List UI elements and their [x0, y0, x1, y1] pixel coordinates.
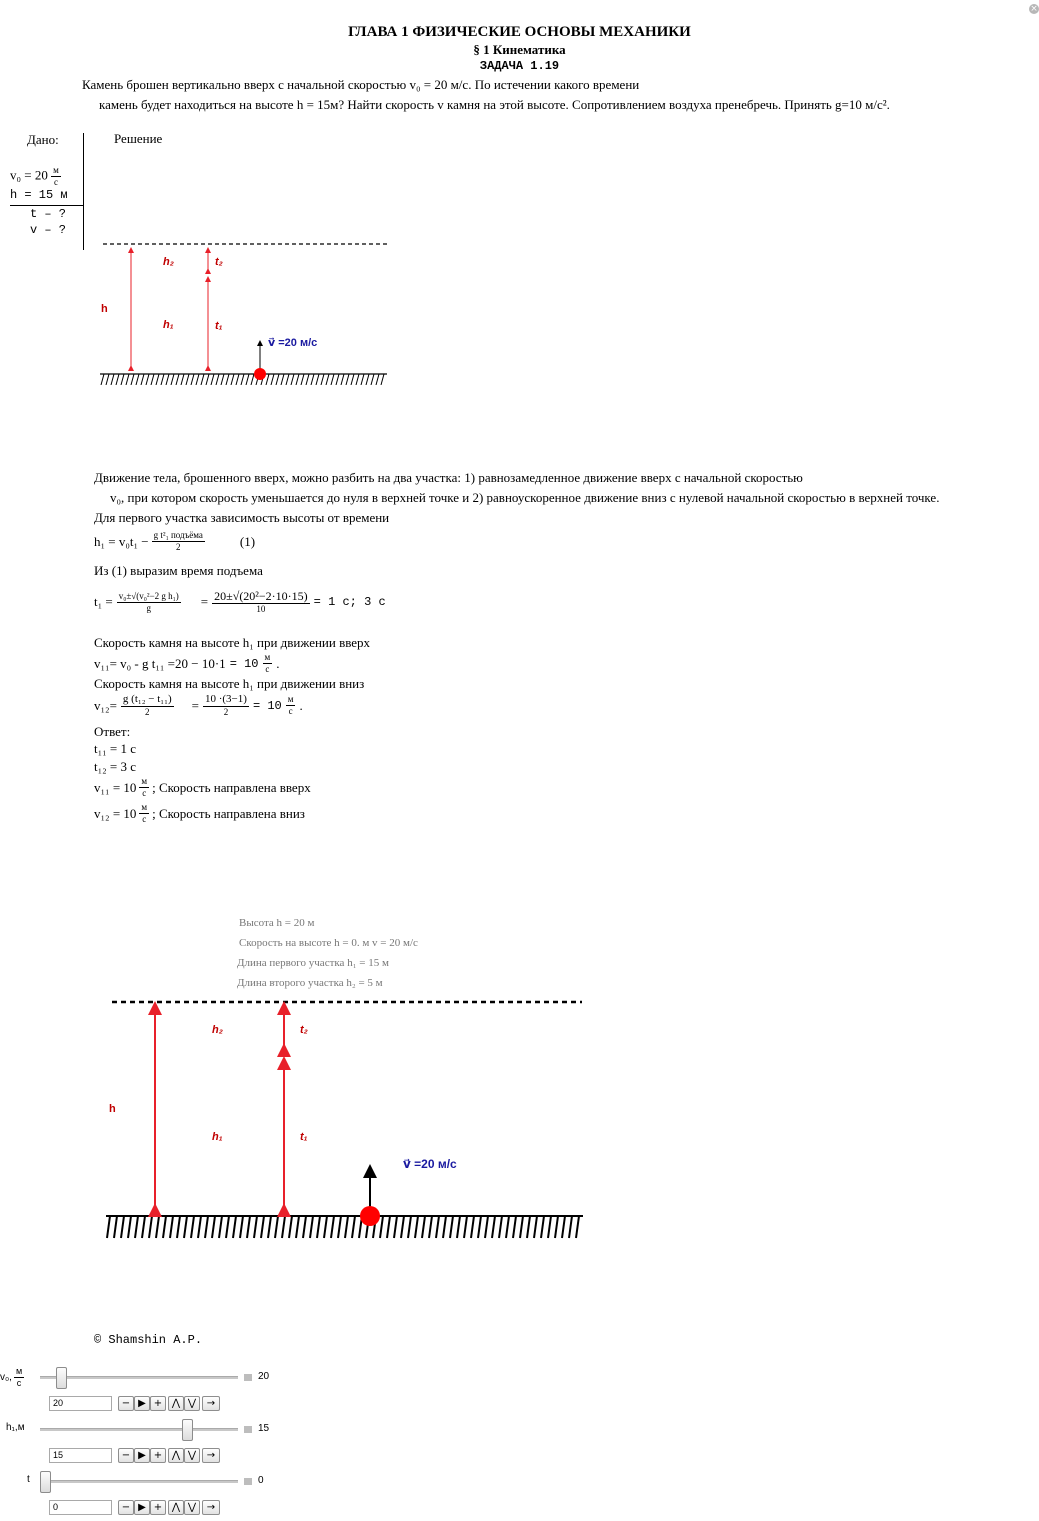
hatch-stroke	[576, 1216, 579, 1238]
diagram2-t1-label: t₁	[300, 1131, 308, 1143]
hatch-stroke	[450, 1216, 453, 1238]
given-v0-text: v₀ = 20	[10, 167, 48, 183]
unit-num: м	[15, 1366, 23, 1376]
hatch-stroke	[149, 1216, 152, 1238]
h1-expand-icon[interactable]	[244, 1426, 252, 1433]
hatch-stroke	[219, 1216, 222, 1238]
hatch-stroke	[212, 1216, 215, 1238]
hatch-stroke	[106, 374, 109, 385]
hatch-stroke	[326, 374, 329, 385]
given-h: h = 15 м	[10, 188, 68, 202]
info-velocity: Скорость на высоте h = 0. м v = 20 м/с	[239, 937, 418, 949]
v0-play-button[interactable]: ▶	[134, 1396, 150, 1411]
diagram1-t2-label: t₂	[215, 256, 223, 268]
unit-den: с	[142, 788, 147, 798]
problem-line-2: камень будет находиться на высоте h = 15м? Найти скорость v камня на этой высоте. Сопротивлением воздуха пренебречь. Принять g=10 м/с².	[99, 97, 890, 112]
hatch-stroke	[226, 1216, 229, 1238]
equation-1	[94, 531, 255, 552]
answer-v12-value: v₁₂ = 10	[94, 805, 137, 821]
hatch-stroke	[221, 374, 224, 385]
hatch-stroke	[177, 1216, 180, 1238]
diagram2-velocity-label: v⃗ =20 м/с	[403, 1157, 457, 1171]
unit-num: м	[287, 694, 294, 704]
given-t: t – ?	[30, 207, 67, 221]
hatch-stroke	[184, 1216, 187, 1238]
hatch-stroke	[275, 1216, 278, 1238]
eq4-period: .	[299, 697, 303, 713]
v0-slider[interactable]	[40, 1376, 238, 1379]
answer-v11-tail: ; Скорость направлена вверх	[152, 779, 311, 795]
hatch-stroke	[107, 1216, 110, 1238]
equation-4	[94, 694, 303, 717]
ground-hatching	[107, 1216, 579, 1238]
text-p3: Для первого участка зависимость высоты от времени	[94, 510, 390, 525]
hatch-stroke	[276, 374, 279, 385]
diagram1-t1-label: t₁	[215, 320, 223, 332]
v0-faster-button[interactable]: ⋀	[168, 1396, 184, 1411]
hatch-stroke	[331, 1216, 334, 1238]
hatch-stroke	[317, 1216, 320, 1238]
eq2-fraction-values	[212, 590, 310, 614]
copyright: © Shamshin A.P.	[94, 1333, 203, 1347]
h1-play-button[interactable]: ▶	[134, 1448, 150, 1463]
eq4-left: v₁₂=	[94, 697, 117, 713]
unit-den: с	[265, 664, 270, 674]
hatch-stroke	[266, 374, 269, 385]
answer-title: Ответ:	[94, 724, 131, 739]
t-slider-thumb[interactable]	[40, 1471, 51, 1493]
hatch-stroke	[206, 374, 209, 385]
eq2-fraction	[117, 592, 181, 613]
eq4-num-values: 10 ·(3−1)	[204, 693, 247, 705]
hatch-stroke	[151, 374, 154, 385]
v0-expand-icon[interactable]	[244, 1374, 252, 1381]
hatch-stroke	[291, 374, 294, 385]
eq2-result: = 1 с; 3 с	[313, 595, 386, 609]
given-divider	[83, 133, 84, 250]
t-direction-button[interactable]: →	[202, 1500, 220, 1515]
t-label: t	[27, 1474, 30, 1485]
close-icon[interactable]: ×	[1030, 4, 1038, 14]
hatch-stroke	[271, 374, 274, 385]
hatch-stroke	[170, 1216, 173, 1238]
hatch-stroke	[380, 1216, 383, 1238]
hatch-stroke	[422, 1216, 425, 1238]
diagram-large	[100, 990, 590, 1245]
diagram2-h1-label: h₁	[212, 1131, 223, 1143]
hatch-stroke	[216, 374, 219, 385]
hatch-stroke	[499, 1216, 502, 1238]
hatch-stroke	[351, 374, 354, 385]
hatch-stroke	[520, 1216, 523, 1238]
hatch-stroke	[303, 1216, 306, 1238]
hatch-stroke	[114, 1216, 117, 1238]
eq2-den-values: 10	[256, 604, 266, 614]
hatch-stroke	[352, 1216, 355, 1238]
hatch-stroke	[534, 1216, 537, 1238]
hatch-stroke	[226, 374, 229, 385]
t-expand-icon[interactable]	[244, 1478, 252, 1485]
unit-den: с	[142, 814, 147, 824]
solution-title: Решение	[114, 131, 163, 146]
eq4-unit	[286, 695, 296, 716]
hatch-stroke	[555, 1216, 558, 1238]
v0-decrement-button[interactable]: −	[118, 1396, 134, 1411]
hatch-stroke	[356, 374, 359, 385]
h1-button-group	[118, 1448, 220, 1463]
hatch-stroke	[527, 1216, 530, 1238]
hatch-stroke	[436, 1216, 439, 1238]
given-separator	[10, 205, 84, 206]
diagram1-h-label: h	[101, 303, 108, 315]
unit-num: м	[53, 165, 59, 175]
t-play-button[interactable]: ▶	[134, 1500, 150, 1515]
h1-slower-button[interactable]: ⋁	[184, 1448, 200, 1463]
hatch-stroke	[121, 374, 124, 385]
hatch-stroke	[457, 1216, 460, 1238]
info-segment-1: Длина первого участка h₁ = 15 м	[237, 957, 389, 969]
eq3-text: v₁₁= v₀ - g t₁₁ =20 − 10·1	[94, 655, 226, 671]
problem-line-1: Камень брошен вертикально вверх с начальной скоростью v₀ = 20 м/с. По истечении какого времени	[82, 77, 640, 92]
hatch-stroke	[282, 1216, 285, 1238]
text-p4: Из (1) выразим время подъема	[94, 563, 263, 578]
hatch-stroke	[146, 374, 149, 385]
h1-increment-button[interactable]: +	[150, 1448, 166, 1463]
hatch-stroke	[548, 1216, 551, 1238]
v0-input-field[interactable]: 20	[49, 1396, 112, 1411]
hatch-stroke	[331, 374, 334, 385]
hatch-stroke	[381, 374, 384, 385]
v0-label-unit	[14, 1367, 24, 1388]
answer-v12-tail: ; Скорость направлена вниз	[152, 805, 305, 821]
hatch-stroke	[296, 1216, 299, 1238]
hatch-stroke	[324, 1216, 327, 1238]
answer-t12: t₁₂ = 3 с	[94, 759, 137, 774]
stone-ball	[254, 368, 266, 380]
eq1-fraction	[152, 531, 205, 552]
given-v0	[10, 166, 61, 187]
hatch-stroke	[513, 1216, 516, 1238]
hatch-stroke	[471, 1216, 474, 1238]
hatch-stroke	[251, 374, 254, 385]
info-height: Высота h = 20 м	[239, 917, 315, 929]
hatch-stroke	[236, 374, 239, 385]
answer-v11-value: v₁₁ = 10	[94, 779, 137, 795]
v0-label-text: v₀,	[0, 1372, 12, 1383]
eq4-num: g (t₁₂ − t₁₁)	[122, 693, 172, 705]
hatch-stroke	[286, 374, 289, 385]
h1-faster-button[interactable]: ⋀	[168, 1448, 184, 1463]
h1-slider-thumb[interactable]	[182, 1419, 193, 1441]
hatch-stroke	[191, 374, 194, 385]
hatch-stroke	[338, 1216, 341, 1238]
hatch-stroke	[131, 374, 134, 385]
text-p1: Движение тела, брошенного вверх, можно разбить на два участка: 1) равнозамедленное движение вверх с начальной скоростью	[94, 470, 803, 485]
hatch-stroke	[231, 374, 234, 385]
eq3-unit	[263, 653, 273, 674]
hatch-stroke	[345, 1216, 348, 1238]
t-button-group	[118, 1500, 220, 1515]
eq4-den: 2	[145, 707, 150, 717]
task-title: ЗАДАЧА 1.19	[479, 59, 560, 73]
eq4-fraction	[121, 694, 174, 717]
hatch-stroke	[142, 1216, 145, 1238]
answer-v11-unit	[139, 777, 149, 798]
hatch-stroke	[261, 1216, 264, 1238]
eq2-den: g	[146, 602, 152, 613]
hatch-stroke	[301, 374, 304, 385]
hatch-stroke	[346, 374, 349, 385]
t-input-field[interactable]: 0	[49, 1500, 112, 1515]
t-slider[interactable]	[40, 1480, 238, 1483]
hatch-stroke	[464, 1216, 467, 1238]
hatch-stroke	[254, 1216, 257, 1238]
h1-input-field[interactable]: 15	[49, 1448, 112, 1463]
hatch-stroke	[492, 1216, 495, 1238]
eq2-equals: =	[200, 594, 209, 609]
hatch-stroke	[246, 374, 249, 385]
hatch-stroke	[569, 1216, 572, 1238]
diagram-small	[95, 235, 395, 385]
unit-den: с	[53, 177, 58, 187]
hatch-stroke	[240, 1216, 243, 1238]
eq2-num: v₀±√(v₀²−2 g h₁)	[118, 590, 179, 601]
hatch-stroke	[205, 1216, 208, 1238]
answer-v12-unit	[139, 803, 149, 824]
hatch-stroke	[541, 1216, 544, 1238]
hatch-stroke	[247, 1216, 250, 1238]
hatch-stroke	[506, 1216, 509, 1238]
v0-value: 20	[258, 1371, 270, 1382]
eq1-den: 2	[176, 542, 181, 552]
hatch-stroke	[341, 374, 344, 385]
hatch-stroke	[116, 374, 119, 385]
answer-v12	[94, 803, 305, 824]
t-increment-button[interactable]: +	[150, 1500, 166, 1515]
hatch-stroke	[306, 374, 309, 385]
hatch-stroke	[296, 374, 299, 385]
t-slower-button[interactable]: ⋁	[184, 1500, 200, 1515]
hatch-stroke	[166, 374, 169, 385]
given-v: v – ?	[30, 223, 67, 237]
eq4-den-values: 2	[223, 707, 229, 717]
t-faster-button[interactable]: ⋀	[168, 1500, 184, 1515]
hatch-stroke	[101, 374, 104, 385]
hatch-stroke	[408, 1216, 411, 1238]
t-value: 0	[258, 1475, 264, 1486]
hatch-stroke	[128, 1216, 131, 1238]
section-title: § 1 Кинематика	[473, 42, 566, 57]
h1-value: 15	[258, 1423, 270, 1434]
hatch-stroke	[201, 374, 204, 385]
hatch-stroke	[121, 1216, 124, 1238]
h1-label: h₁,м	[6, 1422, 25, 1433]
hatch-stroke	[371, 374, 374, 385]
unit-num: м	[141, 802, 148, 812]
equation-3	[94, 653, 279, 674]
text-p5: Скорость камня на высоте h₁ при движении вверх	[94, 635, 371, 650]
hatch-stroke	[268, 1216, 271, 1238]
eq4-result: = 10	[252, 698, 282, 713]
h1-direction-button[interactable]: →	[202, 1448, 220, 1463]
hatch-stroke	[196, 374, 199, 385]
hatch-stroke	[394, 1216, 397, 1238]
hatch-stroke	[311, 374, 314, 385]
hatch-stroke	[135, 1216, 138, 1238]
unit-den: с	[16, 1378, 22, 1388]
hatch-stroke	[336, 374, 339, 385]
control-v0-label	[0, 1367, 24, 1388]
hatch-stroke	[366, 374, 369, 385]
v0-button-group	[118, 1396, 220, 1411]
hatch-stroke	[361, 374, 364, 385]
unit-num: м	[141, 776, 148, 786]
hatch-stroke	[126, 374, 129, 385]
ground-hatching	[101, 374, 384, 385]
eq1-tag: (1)	[239, 533, 256, 549]
hatch-stroke	[186, 374, 189, 385]
eq4-fraction-values	[203, 694, 249, 717]
stone-ball	[360, 1206, 380, 1226]
eq3-result: = 10	[229, 656, 259, 671]
eq1-left: h₁ = v₀t₁ −	[94, 533, 149, 549]
hatch-stroke	[478, 1216, 481, 1238]
hatch-stroke	[415, 1216, 418, 1238]
diagram2-h2-label: h₂	[212, 1024, 223, 1036]
hatch-stroke	[141, 374, 144, 385]
hatch-stroke	[161, 374, 164, 385]
text-p2: v₀, при котором скорость уменьшается до нуля в верхней точке и 2) равноускоренное движение вниз с нулевой начальной скоростью в верхней точке.	[110, 490, 940, 505]
hatch-stroke	[156, 374, 159, 385]
hatch-stroke	[401, 1216, 404, 1238]
diagram1-velocity-label: v⃗ =20 м/с	[268, 337, 318, 349]
equation-2	[94, 590, 386, 614]
hatch-stroke	[376, 374, 379, 385]
hatch-stroke	[310, 1216, 313, 1238]
hatch-stroke	[562, 1216, 565, 1238]
unit-den: с	[288, 706, 293, 716]
hatch-stroke	[321, 374, 324, 385]
given-v0-unit	[51, 166, 61, 187]
hatch-stroke	[198, 1216, 201, 1238]
hatch-stroke	[289, 1216, 292, 1238]
hatch-stroke	[241, 374, 244, 385]
hatch-stroke	[316, 374, 319, 385]
hatch-stroke	[387, 1216, 390, 1238]
eq3-period: .	[276, 655, 280, 671]
hatch-stroke	[163, 1216, 166, 1238]
v0-direction-button[interactable]: →	[202, 1396, 220, 1411]
diagram2-t2-label: t₂	[300, 1024, 308, 1036]
v0-slider-thumb[interactable]	[56, 1367, 67, 1389]
hatch-stroke	[233, 1216, 236, 1238]
chapter-title: ГЛАВА 1 ФИЗИЧЕСКИЕ ОСНОВЫ МЕХАНИКИ	[348, 24, 691, 40]
eq1-num: g t²₁ подъёма	[153, 530, 203, 540]
diagram1-h2-label: h₂	[163, 256, 174, 268]
eq2-num-values: 20±√(20²−2·10·15)	[214, 589, 308, 603]
v0-increment-button[interactable]: +	[150, 1396, 166, 1411]
eq2-left: t₁ =	[94, 594, 113, 609]
info-segment-2: Длина второго участка h₂ = 5 м	[237, 977, 383, 989]
hatch-stroke	[181, 374, 184, 385]
hatch-stroke	[171, 374, 174, 385]
eq4-equals: =	[191, 697, 199, 713]
diagram2-h-label: h	[109, 1103, 116, 1115]
hatch-stroke	[429, 1216, 432, 1238]
answer-t11: t₁₁ = 1 с	[94, 741, 137, 756]
answer-v11	[94, 777, 311, 798]
hatch-stroke	[176, 374, 179, 385]
unit-num: м	[264, 652, 271, 662]
hatch-stroke	[111, 374, 114, 385]
hatch-stroke	[156, 1216, 159, 1238]
hatch-stroke	[191, 1216, 194, 1238]
h1-slider[interactable]	[40, 1428, 238, 1431]
text-p6: Скорость камня на высоте h₁ при движении вниз	[94, 676, 365, 691]
given-title: Дано:	[27, 132, 59, 147]
hatch-stroke	[136, 374, 139, 385]
hatch-stroke	[443, 1216, 446, 1238]
v0-slower-button[interactable]: ⋁	[184, 1396, 200, 1411]
h1-decrement-button[interactable]: −	[118, 1448, 134, 1463]
hatch-stroke	[281, 374, 284, 385]
hatch-stroke	[485, 1216, 488, 1238]
diagram1-h1-label: h₁	[163, 319, 174, 331]
t-decrement-button[interactable]: −	[118, 1500, 134, 1515]
hatch-stroke	[211, 374, 214, 385]
